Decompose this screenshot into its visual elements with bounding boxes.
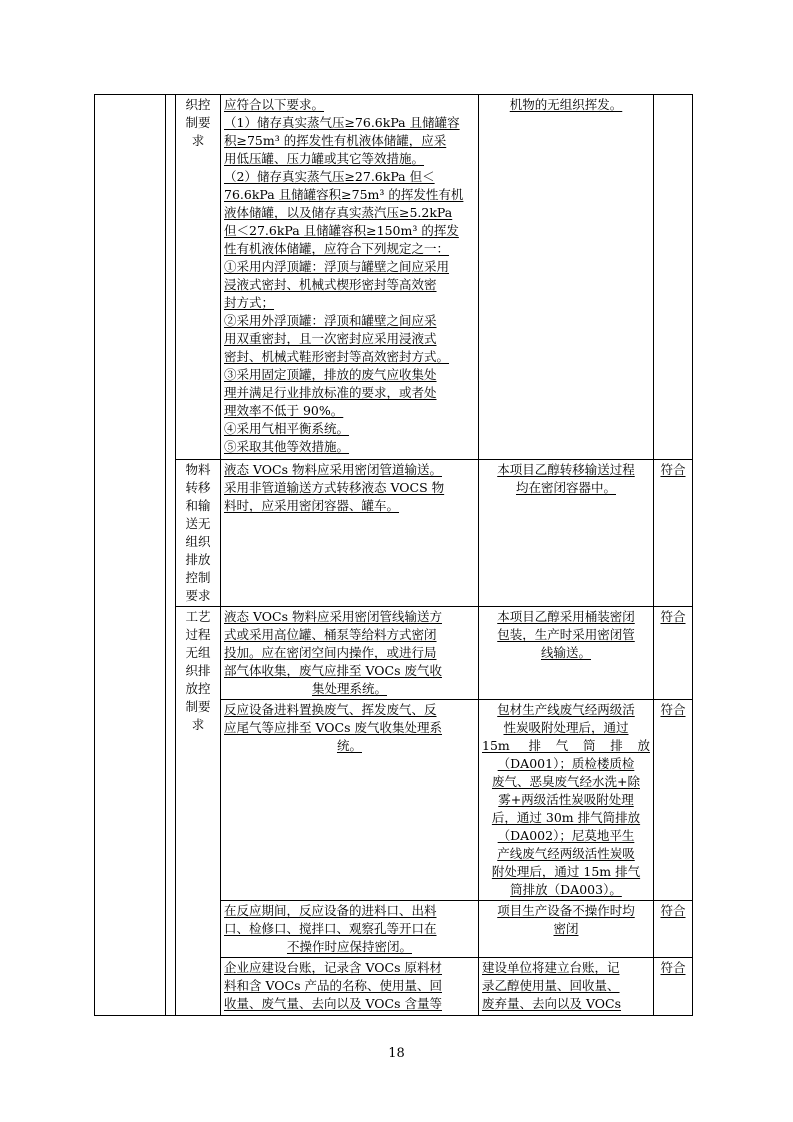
action-cell — [479, 460, 654, 607]
table-row — [95, 607, 693, 700]
outer-category-cell — [95, 95, 166, 1016]
table-row — [95, 95, 693, 460]
compliance-table — [94, 94, 693, 1016]
requirement-line: ④采用气相平衡系统。 — [224, 421, 350, 436]
requirement-line: 在反应期间，反应设备的进料口、出料 — [224, 903, 437, 918]
category-cell — [176, 95, 221, 460]
result-cell — [654, 700, 693, 901]
action-line: 性炭吸附处理后，通过 — [503, 720, 629, 735]
action-line: 本项目乙醇转移输送过程 — [497, 462, 635, 477]
requirement-cell — [221, 460, 479, 607]
action-line: 附处理后，通过 15m 排气 — [491, 864, 641, 879]
action-line: 线输送。 — [540, 645, 591, 660]
result-cell — [654, 607, 693, 700]
requirement-line: 理效率不低于 90%。 — [224, 403, 344, 418]
action-line: 后，通过 30m 排气筒排放 — [491, 810, 641, 825]
requirement-line: 液体储罐，以及储存真实蒸汽压≥5.2kPa — [224, 205, 453, 220]
page-number: 18 — [388, 1046, 405, 1061]
action-line: 录乙醇使用量、回收量、 — [482, 978, 620, 993]
requirement-line: 企业应建设台账，记录含 VOCs 原料材 — [224, 960, 442, 975]
result-cell — [654, 460, 693, 607]
requirement-line: 集处理系统。 — [311, 681, 387, 696]
action-line: 雾+两级活性炭吸附处理 — [498, 792, 634, 807]
action-cell — [479, 607, 654, 700]
result-text: 符合 — [660, 702, 686, 717]
result-text: 符合 — [660, 960, 686, 975]
requirement-line: 口、检修口、搅拌口、观察孔等开口在 — [224, 921, 437, 936]
action-line: 建设单位将建立台账，记 — [482, 960, 620, 975]
action-line: （DA001）；质检楼质检 — [497, 756, 635, 771]
requirement-line: 料时，应采用密闭容器、罐车。 — [224, 498, 400, 513]
requirement-line: 液态 VOCs 物料应采用密闭管线输送方 — [224, 609, 442, 624]
requirement-cell — [221, 95, 479, 460]
result-cell — [654, 901, 693, 958]
action-line: 筒排放（DA003）。 — [510, 882, 622, 897]
requirement-line: ②采用外浮顶罐：浮顶和罐壁之间应采 — [224, 313, 437, 328]
table-row — [95, 460, 693, 607]
requirement-line: 76.6kPa 且储罐容积≥75m³ 的挥发性有机 — [224, 187, 464, 202]
requirement-line: 浸液式密封、机械式楔形密封等高效密 — [224, 277, 437, 292]
requirement-line: 用双重密封，且一次密封应采用浸液式 — [224, 331, 437, 346]
category-label: 工艺过程无组织排放控制要求 — [185, 609, 211, 732]
action-cell — [479, 95, 654, 460]
requirement-line: （2）储存真实蒸气压≥27.6kPa 但＜ — [224, 169, 435, 184]
result-text: 符合 — [660, 609, 686, 624]
action-cell — [479, 700, 654, 901]
requirement-line: 积≥75m³ 的挥发性有机液体储罐，应采 — [224, 133, 447, 148]
result-text: 符合 — [660, 462, 686, 477]
action-line: 项目生产设备不操作时均 — [497, 903, 635, 918]
category-cell — [176, 460, 221, 607]
requirement-line: （1）储存真实蒸气压≥76.6kPa 且储罐容 — [224, 115, 460, 130]
action-line: 均在密闭容器中。 — [515, 480, 616, 495]
requirement-cell — [221, 607, 479, 700]
action-line: 15m 排气筒排放 — [482, 738, 650, 753]
action-cell — [479, 958, 654, 1016]
requirement-line: 不操作时应保持密闭。 — [286, 939, 412, 954]
spacer-cell — [166, 95, 176, 1016]
requirement-line: 统。 — [336, 738, 362, 753]
result-text: 符合 — [660, 903, 686, 918]
requirement-line: 密封、机械式鞋形密封等高效密封方式。 — [224, 349, 450, 364]
requirement-line: 采用非管道输送方式转移液态 VOCS 物 — [224, 480, 445, 495]
requirement-line: 收量、废气量、去向以及 VOCs 含量等 — [224, 996, 442, 1011]
requirement-line: 式或采用高位罐、桶泵等给料方式密闭 — [224, 627, 437, 642]
requirement-line: 封方式； — [224, 295, 275, 310]
requirement-line: 液态 VOCs 物料应采用密闭管道输送。 — [224, 462, 442, 477]
requirement-cell — [221, 958, 479, 1016]
action-line: 废弃量、去向以及 VOCs — [482, 996, 622, 1011]
category-label: 织控制要求 — [185, 97, 211, 148]
requirement-cell — [221, 901, 479, 958]
action-line: 废气、恶臭废气经水洗+除 — [492, 774, 640, 789]
requirement-line: ⑤采取其他等效措施。 — [224, 439, 350, 454]
requirement-line: 理并满足行业排放标准的要求，或者处 — [224, 385, 437, 400]
category-cell — [176, 607, 221, 1016]
action-text: 机物的无组织挥发。 — [509, 97, 623, 112]
requirement-line: 反应设备进料置换废气、挥发废气、反 — [224, 702, 437, 717]
requirement-line: 但＜27.6kPa 且储罐容积≥150m³ 的挥发 — [224, 223, 459, 238]
requirement-line: 应符合以下要求。 — [224, 97, 325, 112]
action-line: 本项目乙醇采用桶装密闭 — [497, 609, 635, 624]
action-line: 产线废气经两级活性炭吸 — [497, 846, 635, 861]
requirement-line: ③采用固定顶罐，排放的废气应收集处 — [224, 367, 437, 382]
requirement-line: 料和含 VOCs 产品的名称、使用量、回 — [224, 978, 442, 993]
action-line: 包材生产线废气经两级活 — [497, 702, 635, 717]
requirement-line: 性有机液体储罐，应符合下列规定之一： — [224, 241, 450, 256]
action-line: 密闭 — [553, 921, 579, 936]
result-cell — [654, 958, 693, 1016]
action-cell — [479, 901, 654, 958]
category-label: 物料转移和输送无组织排放控制要求 — [185, 462, 211, 603]
action-line: （DA002）；尼莫地平生 — [497, 828, 635, 843]
requirement-line: 部气体收集，废气应排至 VOCs 废气收 — [224, 663, 442, 678]
requirement-line: 用低压罐、压力罐或其它等效措施。 — [224, 151, 425, 166]
requirement-line: 应尾气等应排至 VOCs 废气收集处理系 — [224, 720, 442, 735]
requirement-line: 投加。应在密闭空间内操作，或进行局 — [224, 645, 437, 660]
result-cell — [654, 95, 693, 460]
action-line: 包装，生产时采用密闭管 — [497, 627, 635, 642]
requirement-line: ①采用内浮顶罐：浮顶与罐壁之间应采用 — [224, 259, 450, 274]
requirement-cell — [221, 700, 479, 901]
